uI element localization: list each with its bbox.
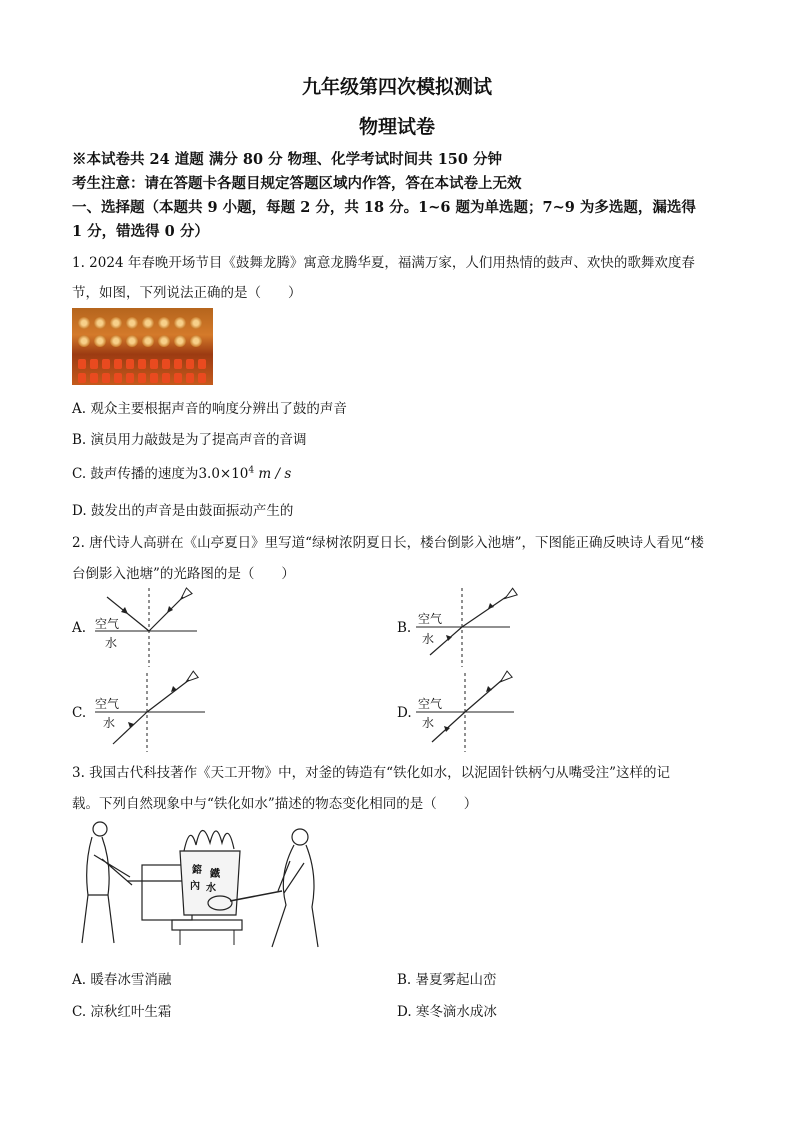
q1-option-c-prefix: C. 鼓声传播的速度为: [72, 466, 199, 482]
q1-option-c-exponent: 4: [248, 465, 255, 476]
furnace-stand: [172, 920, 242, 930]
q1-option-d: D. 鼓发出的声音是由鼓面振动产生的: [72, 503, 294, 519]
iron-casting-illustration: [72, 815, 332, 955]
water-label: 水: [105, 636, 118, 650]
q2-label-a: A.: [72, 620, 87, 636]
q3-stem-cont: 载。下列自然现象中与“铁化如水”描述的物态变化相同的是（ ）: [72, 796, 478, 812]
q2-diagram-d: [410, 670, 530, 755]
q3-option-c: C. 凉秋红叶生霜: [72, 1004, 172, 1020]
refracted-ray: [430, 627, 462, 655]
q3-stem: 3. 我国古代科技著作《天工开物》中，对釜的铸造有“铁化如水，以泥固针铁柄勺从嘴受注”这样的记: [72, 765, 670, 781]
page-title: 九年级第四次模拟测试: [301, 76, 492, 98]
q1-option-b: B. 演员用力敲鼓是为了提高声音的音调: [72, 432, 307, 448]
furnace-text: 內: [190, 881, 200, 892]
reflected-ray: [149, 597, 183, 631]
air-label: 空气: [95, 617, 120, 631]
eye-icon: [498, 671, 512, 685]
incident-ray: [462, 597, 506, 627]
eye-icon: [178, 588, 192, 602]
q2-diagram-c: [85, 670, 205, 755]
incident-ray: [465, 680, 502, 712]
q1-stem-cont: 节，如图，下列说法正确的是（ ）: [72, 285, 302, 301]
air-label: 空气: [95, 697, 120, 711]
q3-option-d: D. 寒冬滴水成冰: [397, 1004, 497, 1020]
air-label: 空气: [418, 612, 443, 626]
arrow-icon: [121, 607, 128, 614]
eye-icon: [503, 588, 517, 601]
furnace-text: 鐵: [210, 869, 220, 880]
q2-stem: 2. 唐代诗人高骈在《山亭夏日》里写道“绿树浓阴夏日长，楼台倒影入池塘”，下图能正确反映诗人看见“楼: [72, 535, 704, 551]
q1-option-a: A. 观众主要根据声音的响度分辨出了鼓的声音: [72, 401, 347, 417]
furnace-text: 水: [206, 883, 216, 894]
q2-label-d: D.: [397, 705, 412, 721]
q1-option-c: [72, 462, 291, 482]
refracted-ray: [432, 712, 465, 742]
q2-diagram-b: [410, 585, 530, 670]
arrow-icon: [167, 606, 173, 613]
q2-stem-cont: 台倒影入池塘”的光路图的是（ ）: [72, 566, 295, 582]
water-label: 水: [103, 716, 116, 730]
water-label: 水: [422, 716, 435, 730]
q2-label-c: C.: [72, 705, 87, 721]
q1-option-c-value: 3.0×10: [198, 466, 249, 482]
air-label: 空气: [418, 697, 443, 711]
q1-stem: 1. 2024 年春晚开场节目《鼓舞龙腾》寓意龙腾华夏，福满万家，人们用热情的鼓声、欢快的歌舞欢度春: [72, 255, 695, 271]
q2-diagram-a: [85, 585, 205, 670]
flame-icon: [184, 830, 234, 851]
q2-label-b: B.: [397, 620, 412, 636]
right-worker: [272, 829, 318, 947]
exam-note: ※本试卷共 24 道题 满分 80 分 物理、化学考试时间共 150 分钟: [72, 151, 503, 168]
furnace-text: 鎔: [192, 865, 202, 876]
section-heading-cont: 1 分，错选得 0 分）: [72, 223, 209, 240]
page-subtitle: 物理试卷: [358, 116, 435, 138]
left-worker: [82, 822, 132, 943]
q1-option-c-unit: m / s: [254, 466, 292, 482]
exam-notice: 考生注意：请在答题卡各题目规定答题区域内作答，答在本试卷上无效: [72, 175, 522, 192]
incident-ray: [147, 680, 189, 712]
drum-performance-photo: [72, 308, 213, 385]
section-heading: 一、选择题（本题共 9 小题，每题 2 分，共 18 分。1~6 题为单选题；7~9 为多选题，漏选得: [72, 199, 696, 216]
water-label: 水: [422, 632, 435, 646]
q3-option-a: A. 暖春冰雪消融: [72, 972, 172, 988]
q3-option-b: B. 暑夏雾起山峦: [397, 972, 497, 988]
